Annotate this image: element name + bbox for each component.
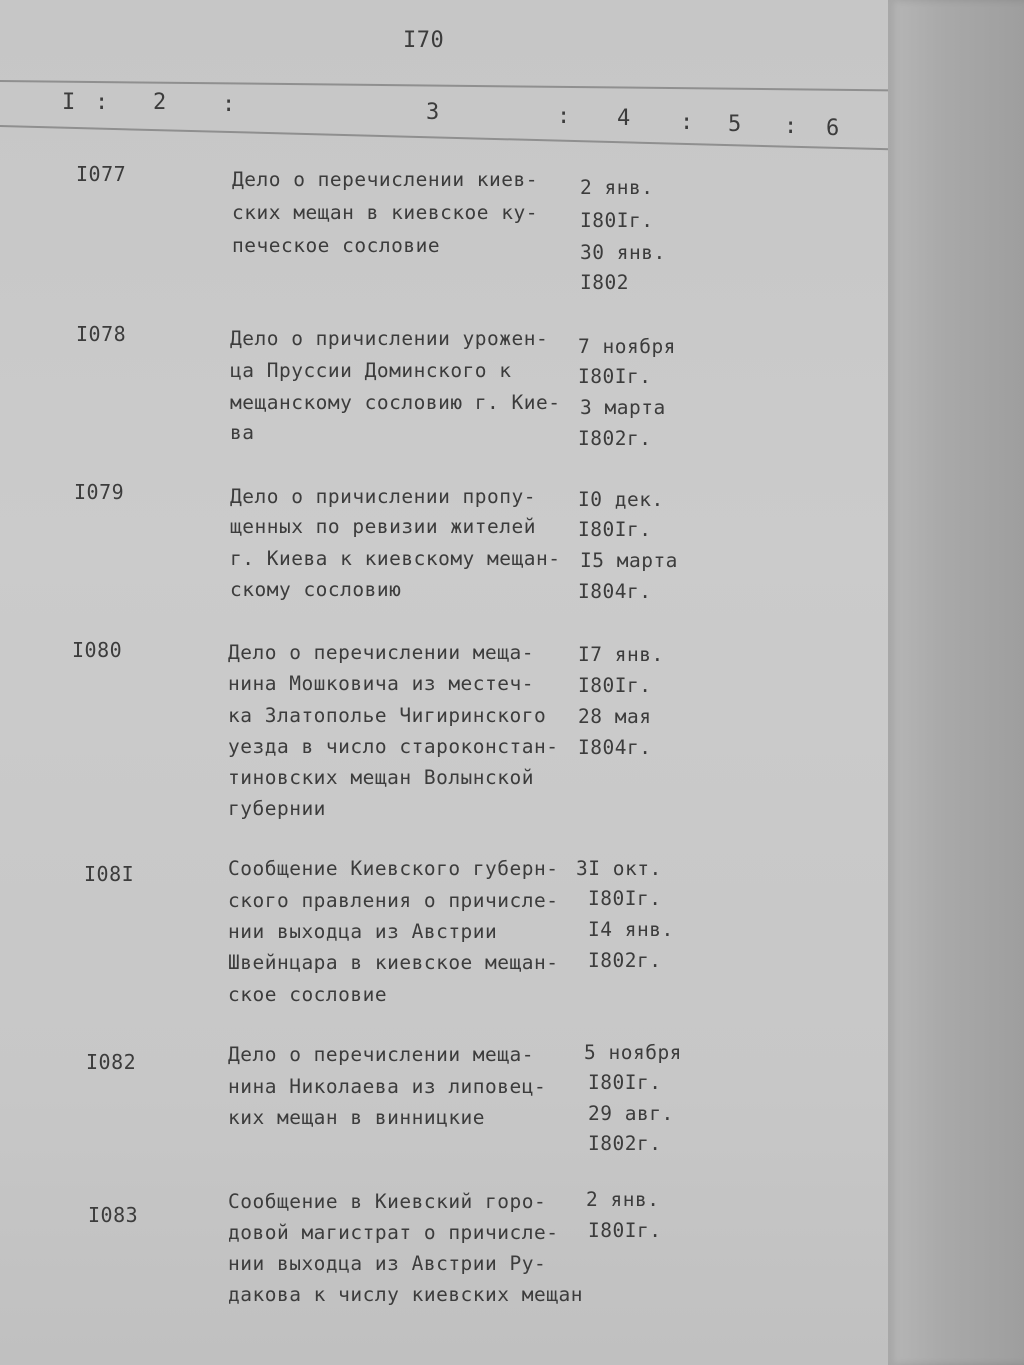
entry-description-line: ца Пруссии Доминского к (230, 359, 512, 382)
entry-description-line: ких мещан в винницкие (228, 1106, 486, 1129)
entry-description-line: ских мещан в киевское ку- (232, 201, 538, 224)
entry-date-line: 2 янв. (586, 1188, 660, 1211)
entry-date-line: I804г. (578, 736, 652, 759)
header-rule-top (0, 80, 898, 91)
column-header-3: 3 (426, 100, 440, 125)
entry-description-line: г. Киева к киевскому мещан- (230, 547, 561, 570)
entry-description-line: уезда в число староконстан- (228, 735, 559, 758)
entry-description-line: Сообщение в Киевский горо- (228, 1190, 547, 1213)
entry-date-line: I5 марта (580, 549, 678, 572)
entry-date-line: 30 янв. (580, 241, 666, 264)
entry-number: I083 (88, 1203, 139, 1227)
entry-date-line: I80Iг. (578, 518, 652, 541)
entry-description-line: щенных по ревизии жителей (230, 515, 536, 538)
column-header-2: 2 (153, 90, 167, 115)
entry-date-line: 3I окт. (576, 857, 662, 880)
entry-date-line: 2 янв. (580, 176, 654, 199)
entry-date-line: I80Iг. (578, 674, 652, 697)
entry-description-line: печеское сословие (232, 234, 441, 257)
column-header-4: 4 (617, 106, 631, 131)
paper-stack-edge (888, 0, 1024, 1365)
entry-description-line: Дело о перечислении меща- (228, 641, 534, 664)
header-rule-bottom (0, 125, 898, 151)
entry-description-line: нии выходца из Австрии (228, 920, 498, 943)
column-separator: : (222, 92, 236, 117)
entry-date-line: I804г. (578, 580, 652, 603)
entry-description-line: нина Николаева из липовец- (228, 1075, 547, 1098)
entry-date-line: I80Iг. (578, 365, 652, 388)
entry-date-line: I80Iг. (588, 1219, 662, 1242)
entry-date-line: I0 дек. (578, 488, 664, 511)
entry-description-line: скому сословию (230, 578, 402, 601)
column-separator: : (95, 90, 109, 115)
entry-number: I080 (72, 638, 123, 662)
entry-date-line: 7 ноября (578, 335, 676, 358)
entry-date-line: 29 авг. (588, 1102, 674, 1125)
entry-description-line: ва (230, 421, 255, 444)
entry-description-line: Сообщение Киевского губерн- (228, 857, 559, 880)
entry-description-line: дакова к числу киевских мещан (228, 1283, 583, 1306)
entry-date-line: I80Iг. (580, 209, 654, 232)
entry-number: I077 (76, 162, 127, 186)
column-separator: : (557, 104, 571, 129)
entry-number: I079 (74, 480, 125, 504)
entry-description-line: тиновских мещан Волынской (228, 766, 534, 789)
entry-date-line: 28 мая (578, 705, 652, 728)
entry-number: I082 (86, 1050, 137, 1074)
entry-description-line: мещанскому сословию г. Кие- (230, 391, 561, 414)
entry-description-line: Дело о причислении пропу- (230, 485, 536, 508)
column-header-5: 5 (728, 112, 742, 137)
entry-number: I08I (84, 862, 135, 886)
column-header-1: I (62, 90, 76, 115)
page-number: I70 (403, 28, 445, 53)
entry-description-line: нина Мошковича из местеч- (228, 672, 534, 695)
entry-description-line: ка Златополье Чигиринского (228, 704, 547, 727)
column-separator: : (784, 114, 798, 139)
entry-date-line: I802г. (578, 427, 652, 450)
column-header-6: 6 (826, 116, 840, 141)
entry-date-line: I80Iг. (588, 1071, 662, 1094)
entry-description-line: Дело о перечислении меща- (228, 1043, 534, 1066)
entry-date-line: I802г. (588, 1132, 662, 1155)
entry-description-line: Швейнцара в киевское мещан- (228, 951, 559, 974)
entry-date-line: 3 марта (580, 396, 666, 419)
entry-date-line: I4 янв. (588, 918, 674, 941)
entry-date-line: I802г. (588, 949, 662, 972)
entry-date-line: I7 янв. (578, 643, 664, 666)
entry-date-line: I802 (580, 271, 629, 294)
entry-description-line: ское сословие (228, 983, 388, 1006)
entry-number: I078 (76, 322, 127, 346)
entry-description-line: Дело о причислении урожен- (230, 327, 549, 350)
entry-date-line: 5 ноября (584, 1041, 682, 1064)
entry-description-line: довой магистрат о причисле- (228, 1221, 559, 1244)
entry-description-line: ского правления о причисле- (228, 889, 559, 912)
entry-description-line: нии выходца из Австрии Ру- (228, 1252, 547, 1275)
entry-description-line: Дело о перечислении киев- (232, 168, 538, 191)
entry-description-line: губернии (228, 797, 326, 820)
column-separator: : (680, 110, 694, 135)
entry-date-line: I80Iг. (588, 887, 662, 910)
